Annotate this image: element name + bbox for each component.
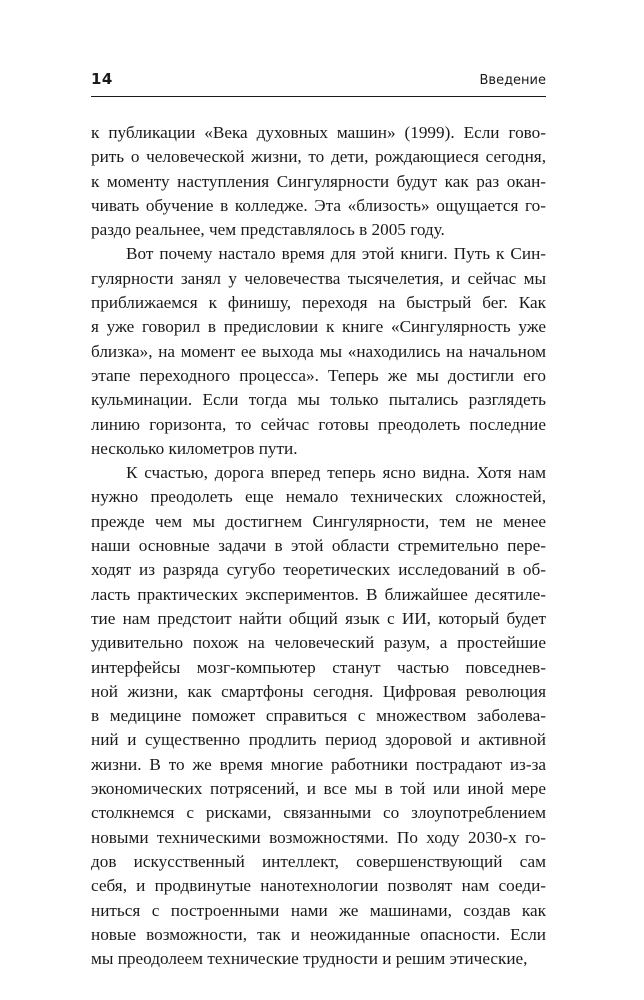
text-line: мы преодолеем технические трудности и решим этические, (91, 949, 528, 969)
text-line: несколько километров пути. (91, 438, 298, 458)
text-line: рить о человеческой жизни, то дети, рождающиеся сегодня, (91, 147, 546, 167)
text-line: дов искусственный интеллект, совершенствующий сам (91, 851, 546, 871)
text-line: новыми техническими возможностями. По ходу 2030-х го- (91, 827, 546, 847)
text-line: новые возможности, так и неожиданные опасности. Если (91, 924, 546, 944)
text-line: этапе переходного процесса». Теперь же мы достигли его (91, 365, 546, 385)
text-line: близка», на момент ее выхода мы «находились на начальном (91, 341, 546, 361)
text-line: к публикации «Века духовных машин» (1999). Если гово- (91, 123, 546, 142)
text-line: экономических потрясений, и все мы в той или иной мере (91, 779, 546, 799)
text-line: интерфейсы мозг-компьютер станут частью повседнев- (91, 657, 546, 677)
text-line: приближаемся к финишу, переходя на быстрый бег. Как (91, 293, 546, 313)
text-line: линию горизонта, то сейчас готовы преодолеть последние (91, 414, 546, 434)
text-line: ний и существенно продлить период здоровой и активной (91, 730, 546, 750)
body-text (91, 121, 546, 971)
text-line: К счастью, дорога вперед теперь ясно видна. Хотя нам (126, 463, 546, 483)
text-line: ходят из разряда сугубо теоретических исследований в об- (91, 560, 546, 580)
paragraph (91, 242, 546, 461)
text-line: нужно преодолеть еще немало технических сложностей, (91, 487, 546, 507)
text-line: гулярности занял у человечества тысячелетия, и сейчас мы (91, 268, 546, 288)
running-title: Введение (479, 73, 546, 88)
text-line: в медицине поможет справиться с множеством заболева- (91, 706, 546, 726)
paragraph (91, 121, 546, 242)
text-line: наши основные задачи в этой области стремительно пере- (91, 536, 546, 556)
text-line: ниться с построенными нами же машинами, создав как (91, 900, 546, 920)
text-line: чивать обучение в колледже. Эта «близость» ощущается го- (91, 195, 546, 215)
paragraph (91, 461, 546, 971)
text-line: ласть практических экспериментов. В ближайшее десятиле- (91, 584, 546, 604)
text-line: кульминации. Если тогда мы только пытались разглядеть (91, 390, 546, 410)
page-header (91, 70, 546, 97)
text-line: раздо реальнее, чем представлялось в 2005 году. (91, 220, 445, 240)
text-line: удивительно похож на человеческий разум, а простейшие (91, 633, 546, 653)
text-line: к моменту наступления Сингулярности будут как раз окан- (91, 171, 546, 191)
text-line: тие нам предстоит найти общий язык с ИИ, который будет (91, 608, 546, 628)
text-line: столкнемся с рисками, связанными со злоупотреблением (91, 803, 546, 823)
text-line: ной жизни, как смартфоны сегодня. Цифровая революция (91, 681, 546, 701)
text-line: я уже говорил в предисловии к книге «Сингулярность уже (91, 317, 546, 337)
text-line: Вот почему настало время для этой книги. Путь к Син- (126, 244, 546, 264)
text-line: себя, и продвинутые нанотехнологии позволят нам соеди- (91, 876, 546, 896)
text-line: прежде чем мы достигнем Сингулярности, тем не менее (91, 511, 546, 531)
text-line: жизни. В то же время многие работники пострадают из-за (91, 754, 546, 774)
page-number: 14 (91, 70, 113, 88)
